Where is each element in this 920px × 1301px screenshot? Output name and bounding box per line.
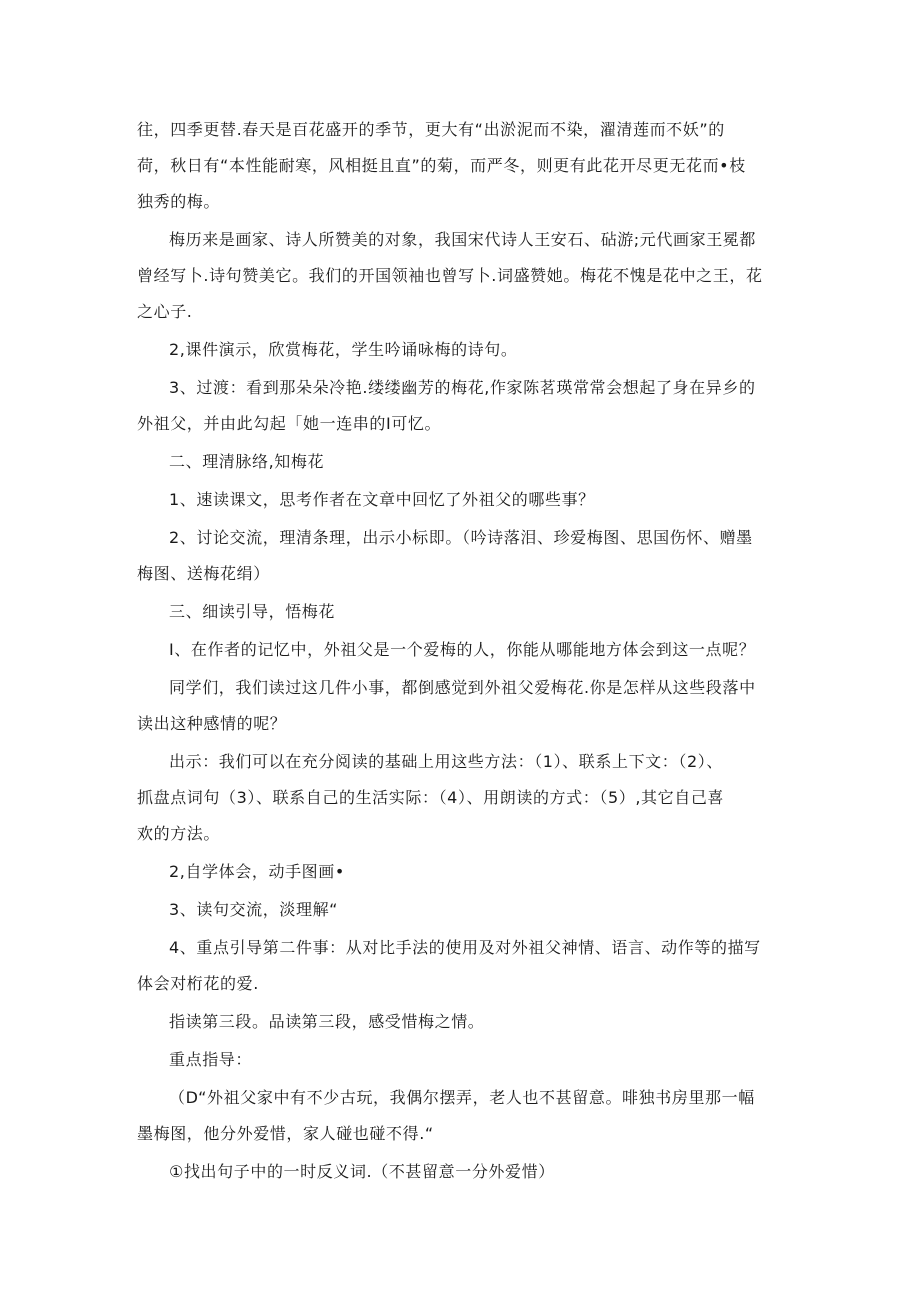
text-line: 抓盘点词句（3）、联系自己的生活实际：（4）、用朗读的方式：（5）,其它自己喜 (137, 788, 725, 807)
text-line: 读出这种感情的呢？ (137, 714, 287, 733)
text-line: 梅图、送梅花绢） (137, 564, 270, 583)
text-line: 1、速读课文，思考作者在文章中回忆了外祖父的哪些事？ (169, 490, 595, 509)
paragraph-self-study (137, 854, 787, 890)
text-line: 荷，秋日有“本性能耐寒，风相挺且直”的菊，而严冬，则更有此花开尽更无花而•枝 (137, 156, 746, 175)
text-line: （D“外祖父家中有不少古玩，我偶尔摆弄，老人也不甚留意。啡独书房里那一幅 (169, 1088, 755, 1107)
text-line: 2,课件演示，欣赏梅花，学生吟诵咏梅的诗句。 (169, 340, 518, 359)
text-line: 墨梅图，他分外爱惜，家人碰也碰不得.“ (137, 1124, 434, 1143)
text-line: 三、细读引导，悟梅花 (169, 602, 336, 621)
text-line: 独秀的梅。 (137, 192, 221, 211)
text-line: 出示：我们可以在充分阅读的基础上用这些方法：（1）、联系上下文：（2）、 (169, 752, 723, 771)
text-line: 2、讨论交流，理清条理，出示小标即。（吟诗落泪、珍爱梅图、思国伤怀、赠墨 (169, 528, 753, 547)
paragraph-focus-guide (137, 930, 787, 1002)
document-body (137, 112, 787, 1192)
paragraph-speed-read (137, 482, 787, 518)
paragraph-methods (137, 744, 787, 852)
text-line: 3、过渡：看到那朵朵冷艳.缕缕幽芳的梅花,作家陈茗瑛常常会想起了身在异乡的 (169, 378, 756, 397)
text-line: 同学们，我们读过这几件小事，都倒感觉到外祖父爱梅花.你是怎样从这些段落中 (169, 678, 756, 697)
text-line: ①找出句子中的一时反义词.（不甚留意一分外爱惜） (169, 1162, 555, 1181)
section-heading-3 (137, 594, 787, 630)
text-line: 3、读句交流，淡理解“ (169, 900, 339, 919)
paragraph-students (137, 670, 787, 742)
text-line: 往，四季更替.春天是百花盛开的季节，更大有“出淤泥而不染，濯清莲而不妖”的 (137, 120, 725, 139)
text-line: 梅历来是画家、诗人所赞美的对象，我国宋代诗人王安石、砧游;元代画家王冕都 (169, 230, 756, 249)
text-line: 重点指导： (169, 1050, 253, 1069)
paragraph-quote (137, 1080, 787, 1152)
section-heading-2 (137, 444, 787, 480)
paragraph-plum-history (137, 222, 787, 330)
paragraph-exchange (137, 892, 787, 928)
text-line: 欢的方法。 (137, 824, 221, 843)
paragraph-memory (137, 632, 787, 668)
text-line: 外祖父，并由此勾起「她一连串的I可忆。 (137, 414, 442, 433)
text-line: 之心子. (137, 302, 193, 321)
text-line: 4、重点引导第二件事：从对比手法的使用及对外祖父神情、语言、动作等的描写 (169, 938, 761, 957)
text-line: 二、理清脉络,知梅花 (169, 452, 325, 471)
text-line: 2,自学体会，动手图画• (169, 862, 345, 881)
text-line: 体会对桁花的爱. (137, 974, 259, 993)
paragraph-seasons (137, 112, 787, 220)
paragraph-discussion (137, 520, 787, 592)
paragraph-key-guidance (137, 1042, 787, 1078)
text-line: 指读第三段。品读第三段，感受惜梅之情。 (169, 1012, 485, 1031)
text-line: 曾经写卜.诗句赞美它。我们的开国领袖也曾写卜.词盛赞她。梅花不愧是花中之王，花 (137, 266, 763, 285)
paragraph-courseware (137, 332, 787, 368)
text-line: I、在作者的记忆中，外祖父是一个爱梅的人，你能从哪能地方体会到这一点呢？ (169, 640, 756, 659)
paragraph-antonyms (137, 1154, 787, 1190)
paragraph-transition (137, 370, 787, 442)
paragraph-third-section (137, 1004, 787, 1040)
